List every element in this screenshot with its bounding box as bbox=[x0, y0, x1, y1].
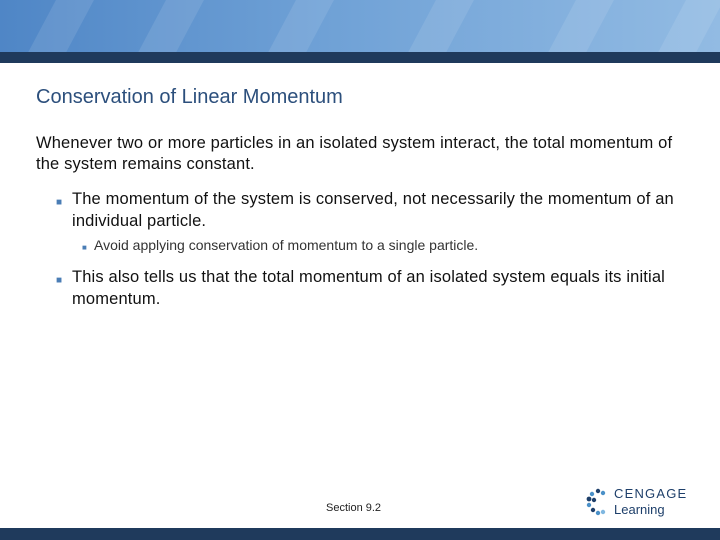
banner-stripe bbox=[533, 0, 624, 52]
bullet-item bbox=[56, 266, 686, 310]
header-banner bbox=[0, 0, 720, 52]
bullet-text: This also tells us that the total momentum of an isolated system equals its initial momentum. bbox=[72, 268, 665, 308]
sub-bullet-text: Avoid applying conservation of momentum to a single particle. bbox=[94, 237, 479, 253]
sub-bullet-item bbox=[82, 236, 682, 254]
bullet-item bbox=[56, 188, 686, 232]
banner-stripe bbox=[253, 0, 344, 52]
cengage-logo bbox=[584, 486, 694, 520]
slide-body-text: Whenever two or more particles in an isolated system interact, the total momentum of the system remains constant. bbox=[36, 134, 673, 173]
banner-stripe bbox=[13, 0, 104, 52]
cengage-dots-icon bbox=[584, 487, 610, 517]
section-footer: Section 9.2 bbox=[326, 502, 382, 514]
bullet-text: The momentum of the system is conserved, not necessarily the momentum of an individual particle. bbox=[72, 190, 674, 230]
banner-stripe bbox=[643, 0, 720, 52]
bullet-square-icon: ■ bbox=[56, 275, 63, 286]
bullet-square-icon: ■ bbox=[82, 243, 87, 252]
header-bar bbox=[0, 52, 720, 63]
slide-title: Conservation of Linear Momentum bbox=[36, 86, 343, 108]
logo-text-learning: Learning bbox=[614, 502, 665, 517]
logo-text-cengage: CENGAGE bbox=[614, 486, 688, 501]
bullet-square-icon: ■ bbox=[56, 197, 63, 208]
banner-stripe bbox=[123, 0, 214, 52]
banner-stripe bbox=[393, 0, 484, 52]
footer-bar bbox=[0, 528, 720, 540]
